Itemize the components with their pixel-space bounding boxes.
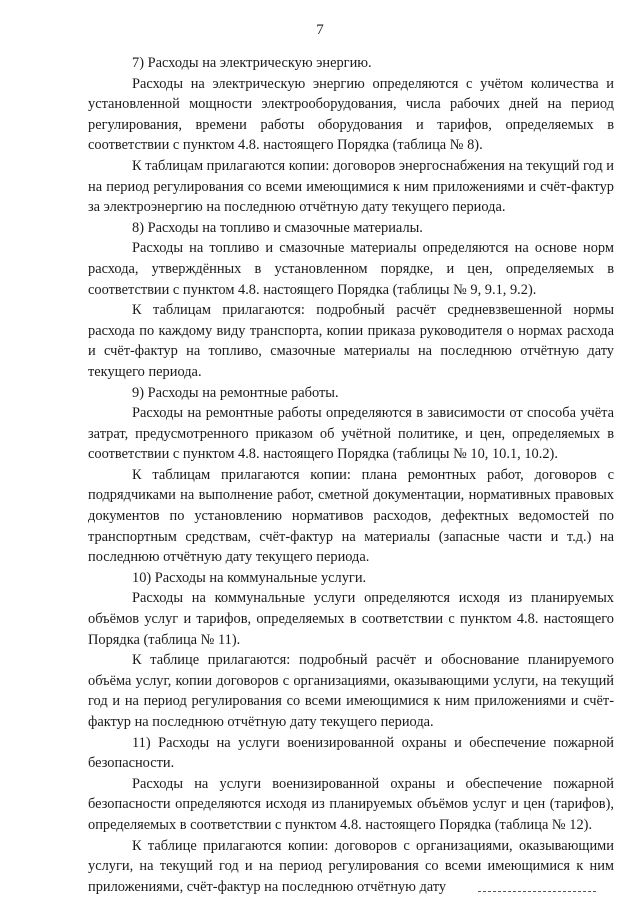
section-heading-repairs: 9) Расходы на ремонтные работы. (132, 384, 339, 401)
section-heading-security: 11) Расходы на услуги военизированной охраны и обеспечение пожарной безопасности. (88, 734, 614, 772)
paragraph-security-attachments: К таблице прилагаются копии: договоров с организациями, оказывающими услуги, на текущий год и на период регулирования со всеми имеющимися к ним приложениями, счёт-фактур на последнюю отчётную дату (88, 837, 614, 895)
paragraph-security-costs: Расходы на услуги военизированной охраны и обеспечение пожарной безопасности определяются исходя из планируемых объёмов услуг и цен (тарифов), определяемых в соответствии с пунктом 4.8. настоящего Порядка (таблица № 12). (88, 775, 614, 833)
paragraph-fuel-attachments: К таблицам прилагаются: подробный расчёт средневзвешенной нормы расхода по каждому виду транспорта, копии приказа руководителя о нормах расхода и счёт-фактур на топливо, смазочные материалы на последнюю отчётную дату текущего периода. (88, 302, 614, 380)
paragraph-repair-costs: Расходы на ремонтные работы определяются в зависимости от способа учёта затрат, предусмотренного приказом об учётной политике, и цен, определяемых в соответствии с пунктом 4.8. настоящего Порядка (таблицы № 10, 10.1, 10.2). (88, 405, 614, 463)
paragraph-electricity-attachments: К таблицам прилагаются копии: договоров энергоснабжения на текущий год и на период регулирования со всеми имеющимися к ним приложениями и счёт-фактур за электроэнергию на последнюю отчётную дату текущего периода. (88, 157, 614, 216)
page-number: 7 (316, 22, 324, 38)
paragraph-electricity-costs: Расходы на электрическую энергию определяются с учётом количества и установленной мощности электрооборудования, числа рабочих дней на период регулирования, времени работы оборудования и тарифов, определяемых в соответствии с пунктом 4.8. настоящего Порядка (таблица № 8). (88, 75, 614, 154)
document-body (88, 53, 614, 897)
section-heading-electricity: 7) Расходы на электрическую энергию. (132, 55, 372, 71)
footer-divider (478, 891, 596, 892)
paragraph-utility-costs: Расходы на коммунальные услуги определяются исходя из планируемых объёмов услуг и тарифов, определяемых в соответствии с пунктом 4.8. настоящего Порядка (таблица № 11). (88, 590, 614, 648)
paragraph-repair-attachments: К таблицам прилагаются копии: плана ремонтных работ, договоров с подрядчиками на выполнение работ, сметной документации, нормативных правовых документов по установлению нормативов расходов, дефектных ведомостей по транспортным средствам, счёт-фактур на материалы (запасные части и т.д.) на последнюю отчётную дату текущего периода. (88, 466, 614, 566)
paragraph-utility-attachments: К таблице прилагаются: подробный расчёт и обоснование планируемого объёма услуг, копии договоров с организациями, оказывающими услуги, на текущий год и на период регулирования со всеми имеющимися к ним приложениями и счёт-фактур на последнюю отчётную дату текущего периода. (88, 652, 614, 730)
section-heading-fuel: 8) Расходы на топливо и смазочные материалы. (132, 219, 423, 236)
paragraph-fuel-costs: Расходы на топливо и смазочные материалы определяются на основе норм расхода, утверждённых в установленном порядке, и цен, определяемых в соответствии с пунктом 4.8. настоящего Порядка (таблицы № 9, 9.1, 9.2). (88, 240, 614, 298)
section-heading-utilities: 10) Расходы на коммунальные услуги. (132, 569, 367, 586)
